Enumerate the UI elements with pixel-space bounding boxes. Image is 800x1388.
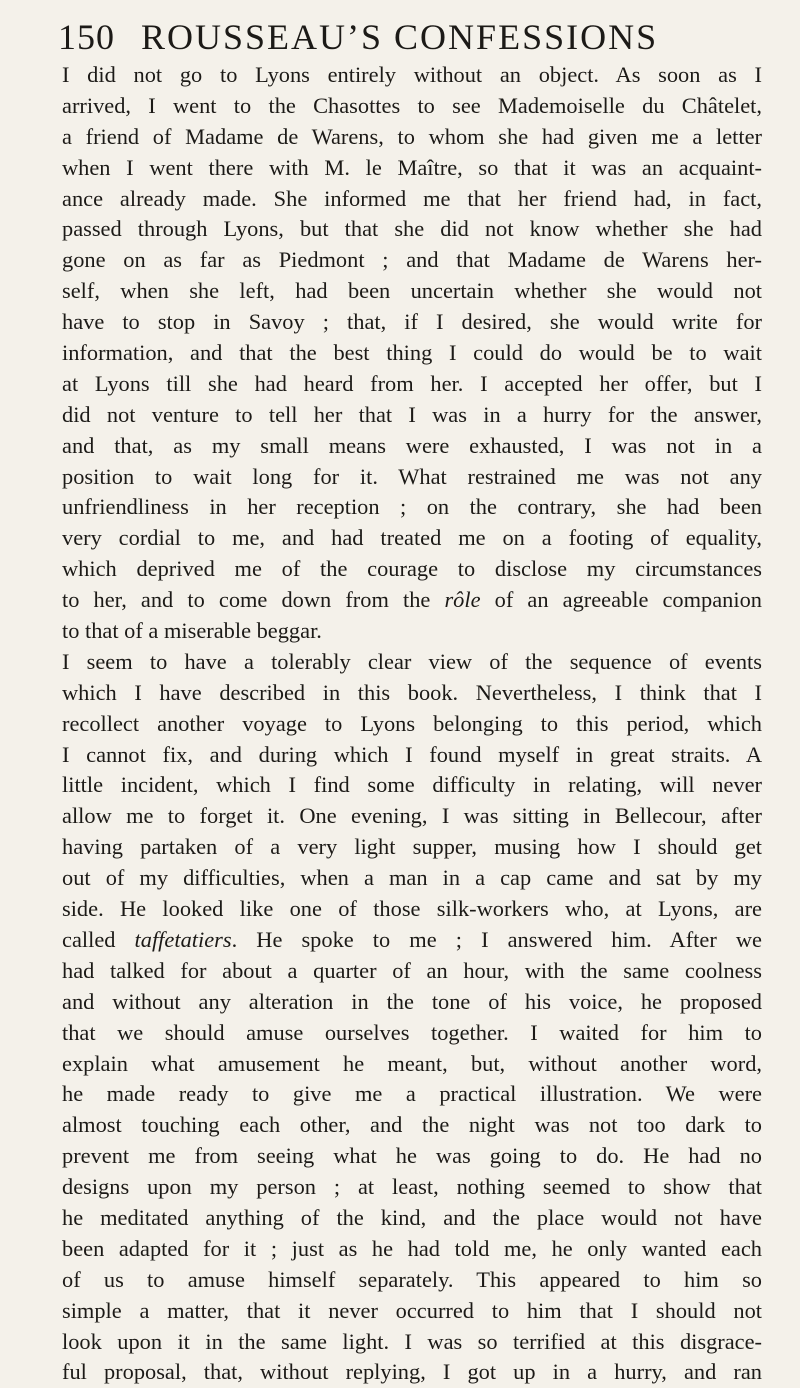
text-line: which deprived me of the courage to disclose my circumstances — [62, 556, 762, 582]
text-line: position to wait long for it. What restrained me was not any — [62, 463, 762, 489]
text-line: look upon it in the same light. I was so terrified at this disgrace- — [62, 1328, 762, 1354]
text-line: to her, and to come down from the rôle of an agreeable companion — [62, 587, 762, 613]
text-line: almost touching each other, and the night was not too dark to — [62, 1112, 762, 1138]
book-page — [58, 14, 762, 1388]
text-line: information, and that the best thing I could do would be to wait — [62, 340, 762, 366]
text-line: little incident, which I find some difficulty in relating, will never — [62, 772, 762, 798]
text-line: self, when she left, had been uncertain whether she would not — [62, 278, 762, 304]
text-line: ance already made. She informed me that her friend had, in fact, — [62, 185, 762, 211]
text-line: which I have described in this book. Nevertheless, I think that I — [62, 679, 762, 705]
text-line: did not venture to tell her that I was in a hurry for the answer, — [62, 401, 762, 427]
text-line: out of my difficulties, when a man in a cap came and sat by my — [62, 865, 762, 891]
text-line: when I went there with M. le Maître, so that it was an acquaint- — [62, 154, 762, 180]
text-line: I cannot fix, and during which I found myself in great straits. A — [62, 741, 762, 767]
text-line: prevent me from seeing what he was going to do. He had no — [62, 1143, 762, 1169]
italic-text: taffetatiers — [134, 926, 232, 952]
page-number: 150 — [58, 17, 115, 57]
text-line: he meditated anything of the kind, and the place would not have — [62, 1204, 762, 1230]
italic-text: rôle — [444, 587, 481, 613]
text-line: of us to amuse himself separately. This appeared to him so — [62, 1266, 762, 1292]
body-text — [62, 60, 762, 1388]
text-line: that we should amuse ourselves together. I waited for him to — [62, 1019, 762, 1045]
text-line: and without any alteration in the tone of his voice, he proposed — [62, 988, 762, 1014]
text-line: had talked for about a quarter of an hour, with the same coolness — [62, 957, 762, 983]
text-line: to that of a miserable beggar. — [62, 618, 322, 644]
running-head — [58, 14, 762, 60]
text-line: unfriendliness in her reception ; on the contrary, she had been — [62, 494, 762, 520]
text-line: side. He looked like one of those silk-workers who, at Lyons, are — [62, 896, 762, 922]
text-line: a friend of Madame de Warens, to whom she had given me a letter — [62, 123, 762, 149]
text-line: I did not go to Lyons entirely without an object. As soon as I — [62, 62, 762, 87]
text-line: arrived, I went to the Chasottes to see Mademoiselle du Châtelet, — [62, 92, 762, 118]
text-line: allow me to forget it. One evening, I was sitting in Bellecour, after — [62, 803, 762, 829]
text-line: having partaken of a very light supper, musing how I should get — [62, 834, 762, 860]
text-line: at Lyons till she had heard from her. I accepted her offer, but I — [62, 370, 762, 396]
running-title: ROUSSEAU’S CONFESSIONS — [141, 17, 659, 57]
text-line: very cordial to me, and had treated me on a footing of equality, — [62, 525, 762, 551]
text-line: passed through Lyons, but that she did not know whether she had — [62, 216, 762, 242]
text-line: called taffetatiers. He spoke to me ; I answered him. After we — [62, 926, 762, 952]
text-line: simple a matter, that it never occurred to him that I should not — [62, 1297, 762, 1323]
text-line: explain what amusement he meant, but, without another word, — [62, 1050, 762, 1076]
text-line: and that, as my small means were exhausted, I was not in a — [62, 432, 762, 458]
text-line: I seem to have a tolerably clear view of the sequence of events — [62, 648, 762, 674]
text-line: designs upon my person ; at least, nothing seemed to show that — [62, 1174, 762, 1200]
text-line: he made ready to give me a practical illustration. We were — [62, 1081, 762, 1107]
text-line: been adapted for it ; just as he had told me, he only wanted each — [62, 1235, 762, 1261]
text-line: ful proposal, that, without replying, I got up in a hurry, and ran — [62, 1359, 762, 1385]
text-line: recollect another voyage to Lyons belonging to this period, which — [62, 710, 762, 736]
text-line: have to stop in Savoy ; that, if I desired, she would write for — [62, 309, 762, 335]
text-line: gone on as far as Piedmont ; and that Madame de Warens her- — [62, 247, 762, 273]
